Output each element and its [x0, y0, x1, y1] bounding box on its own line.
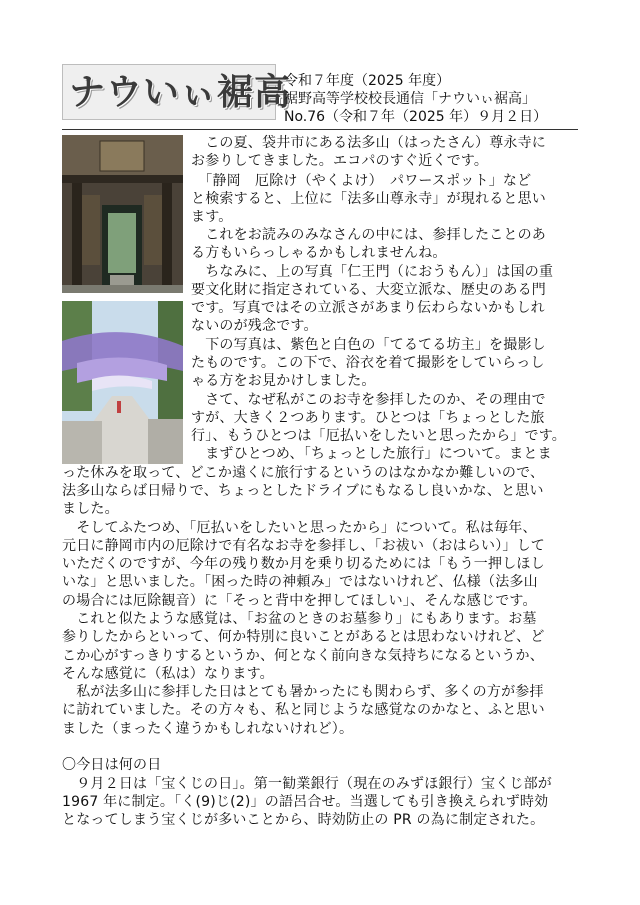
article-line: いな」と思いました。「困った時の神頼み」ではないけれど、仏様（法多山 — [62, 574, 538, 590]
article-line: ちなみに、上の写真「仁王門（におうもん）」は国の重 — [191, 264, 554, 280]
article-line: お参りしてきました。エコパのすぐ近くです。 — [191, 153, 489, 169]
today-line: ９月２日は「宝くじの日」。第一勧業銀行（現在のみずほ銀行）宝くじ部が — [62, 776, 552, 792]
article-line: 行」、もうひとつは「厄払いをしたいと思ったから」です。 — [191, 428, 566, 444]
article-line: った休みを取って、どこか遠くに旅行するというのはなかなか難しいので、 — [62, 465, 545, 481]
article-line: に訪れていました。その方々も、私と同じような感覚なのかなと、ふと思い — [62, 702, 545, 718]
article-line: 要文化財に指定されている、大変立派な、歴史のある門 — [191, 282, 546, 298]
article-line: ました。 — [62, 501, 119, 517]
article-line: 私が法多山に参拝した日はとても暑かったにも関わらず、多くの方が参拝 — [62, 684, 544, 700]
today-line: となってしまう宝くじが多いことから、時効防止の PR の為に制定された。 — [62, 812, 545, 828]
article-line: です。写真ではその立派さがあまり伝わらないかもしれ — [191, 300, 545, 316]
fiscal-year-line: 令和７年度（2025 年度） — [284, 73, 451, 89]
newsletter-title: ナウいぃ裾高 — [69, 72, 292, 113]
today-line: 1967 年に制定。「く(9)じ(2)」の語呂合せ。当選しても引き換えられず時効 — [62, 794, 549, 810]
article-line: いただくのですが、今年の残り数か月を乗り切るためには「もう一押しほし — [62, 556, 545, 572]
article-line: そんな感覚に（私は）なります。 — [62, 666, 274, 682]
issue-number-line: No.76（令和７年（2025 年）９月２日） — [284, 109, 548, 125]
article-line: と検索すると、上位に「法多山尊永寺」が現れると思い — [191, 191, 546, 207]
today-heading: 〇今日は何の日 — [62, 757, 162, 773]
article-line: る方もいらっしゃるかもしれませんね。 — [191, 245, 447, 261]
article-line: 参りしたからといって、何か特別に良いことがあるとは思わないけれど、ど — [62, 629, 545, 645]
article-line: ました（まったく違うかもしれないけれど）。 — [62, 721, 354, 737]
article-line: ます。 — [191, 209, 233, 225]
article-line: そしてふたつめ、「厄払いをしたいと思ったから」について。私は毎年、 — [62, 520, 537, 536]
article-line: まずひとつめ、「ちょっとした旅行」について。まとま — [191, 446, 552, 462]
publication-name-line: 裾野高等学校校長通信「ナウいぃ裾高」 — [284, 91, 536, 107]
article-line: ないのが残念です。 — [191, 318, 318, 334]
article-line: この夏、袋井市にある法多山（はったさん）尊永寺に — [191, 135, 546, 151]
article-line: 元日に静岡市内の厄除けで有名なお寺を参拝し、「お祓い（おはらい）」して — [62, 538, 545, 554]
teru-teru-bozu-photo — [62, 301, 183, 464]
temple-gate-photo — [62, 135, 183, 293]
article-line: これをお読みのみなさんの中には、参拝したことのあ — [191, 227, 546, 243]
article-line: ゃる方をお見かけしました。 — [191, 373, 376, 389]
article-line: の場合には厄除観音）に「そっと背中を押してほしい」、そんな感じです。 — [62, 593, 537, 609]
article-line: さて、なぜ私がこのお寺を参拝したのか、その理由で — [191, 392, 546, 408]
article-line: 法多山ならば日帰りで、ちょっとしたドライブにもなるし良いかな、と思い — [62, 483, 544, 499]
header-divider — [62, 129, 578, 130]
article-line: たものです。この下で、浴衣を着て撮影をしていらっし — [191, 355, 545, 371]
article-line: 「静岡 厄除け（やくよけ） パワースポット」など — [191, 173, 532, 189]
article-line: こか心がすっきりするというか、何となく前向きな気持ちになるというか、 — [62, 648, 544, 664]
article-line: 下の写真は、紫色と白色の「てるてる坊主」を撮影し — [191, 337, 546, 353]
newsletter-title-box — [62, 64, 292, 120]
article-line: これと似たような感覚は、「お盆のときのお墓参り」にもあります。お墓 — [62, 611, 537, 627]
article-line: すが、大きく２つあります。ひとつは「ちょっとした旅 — [191, 410, 545, 426]
